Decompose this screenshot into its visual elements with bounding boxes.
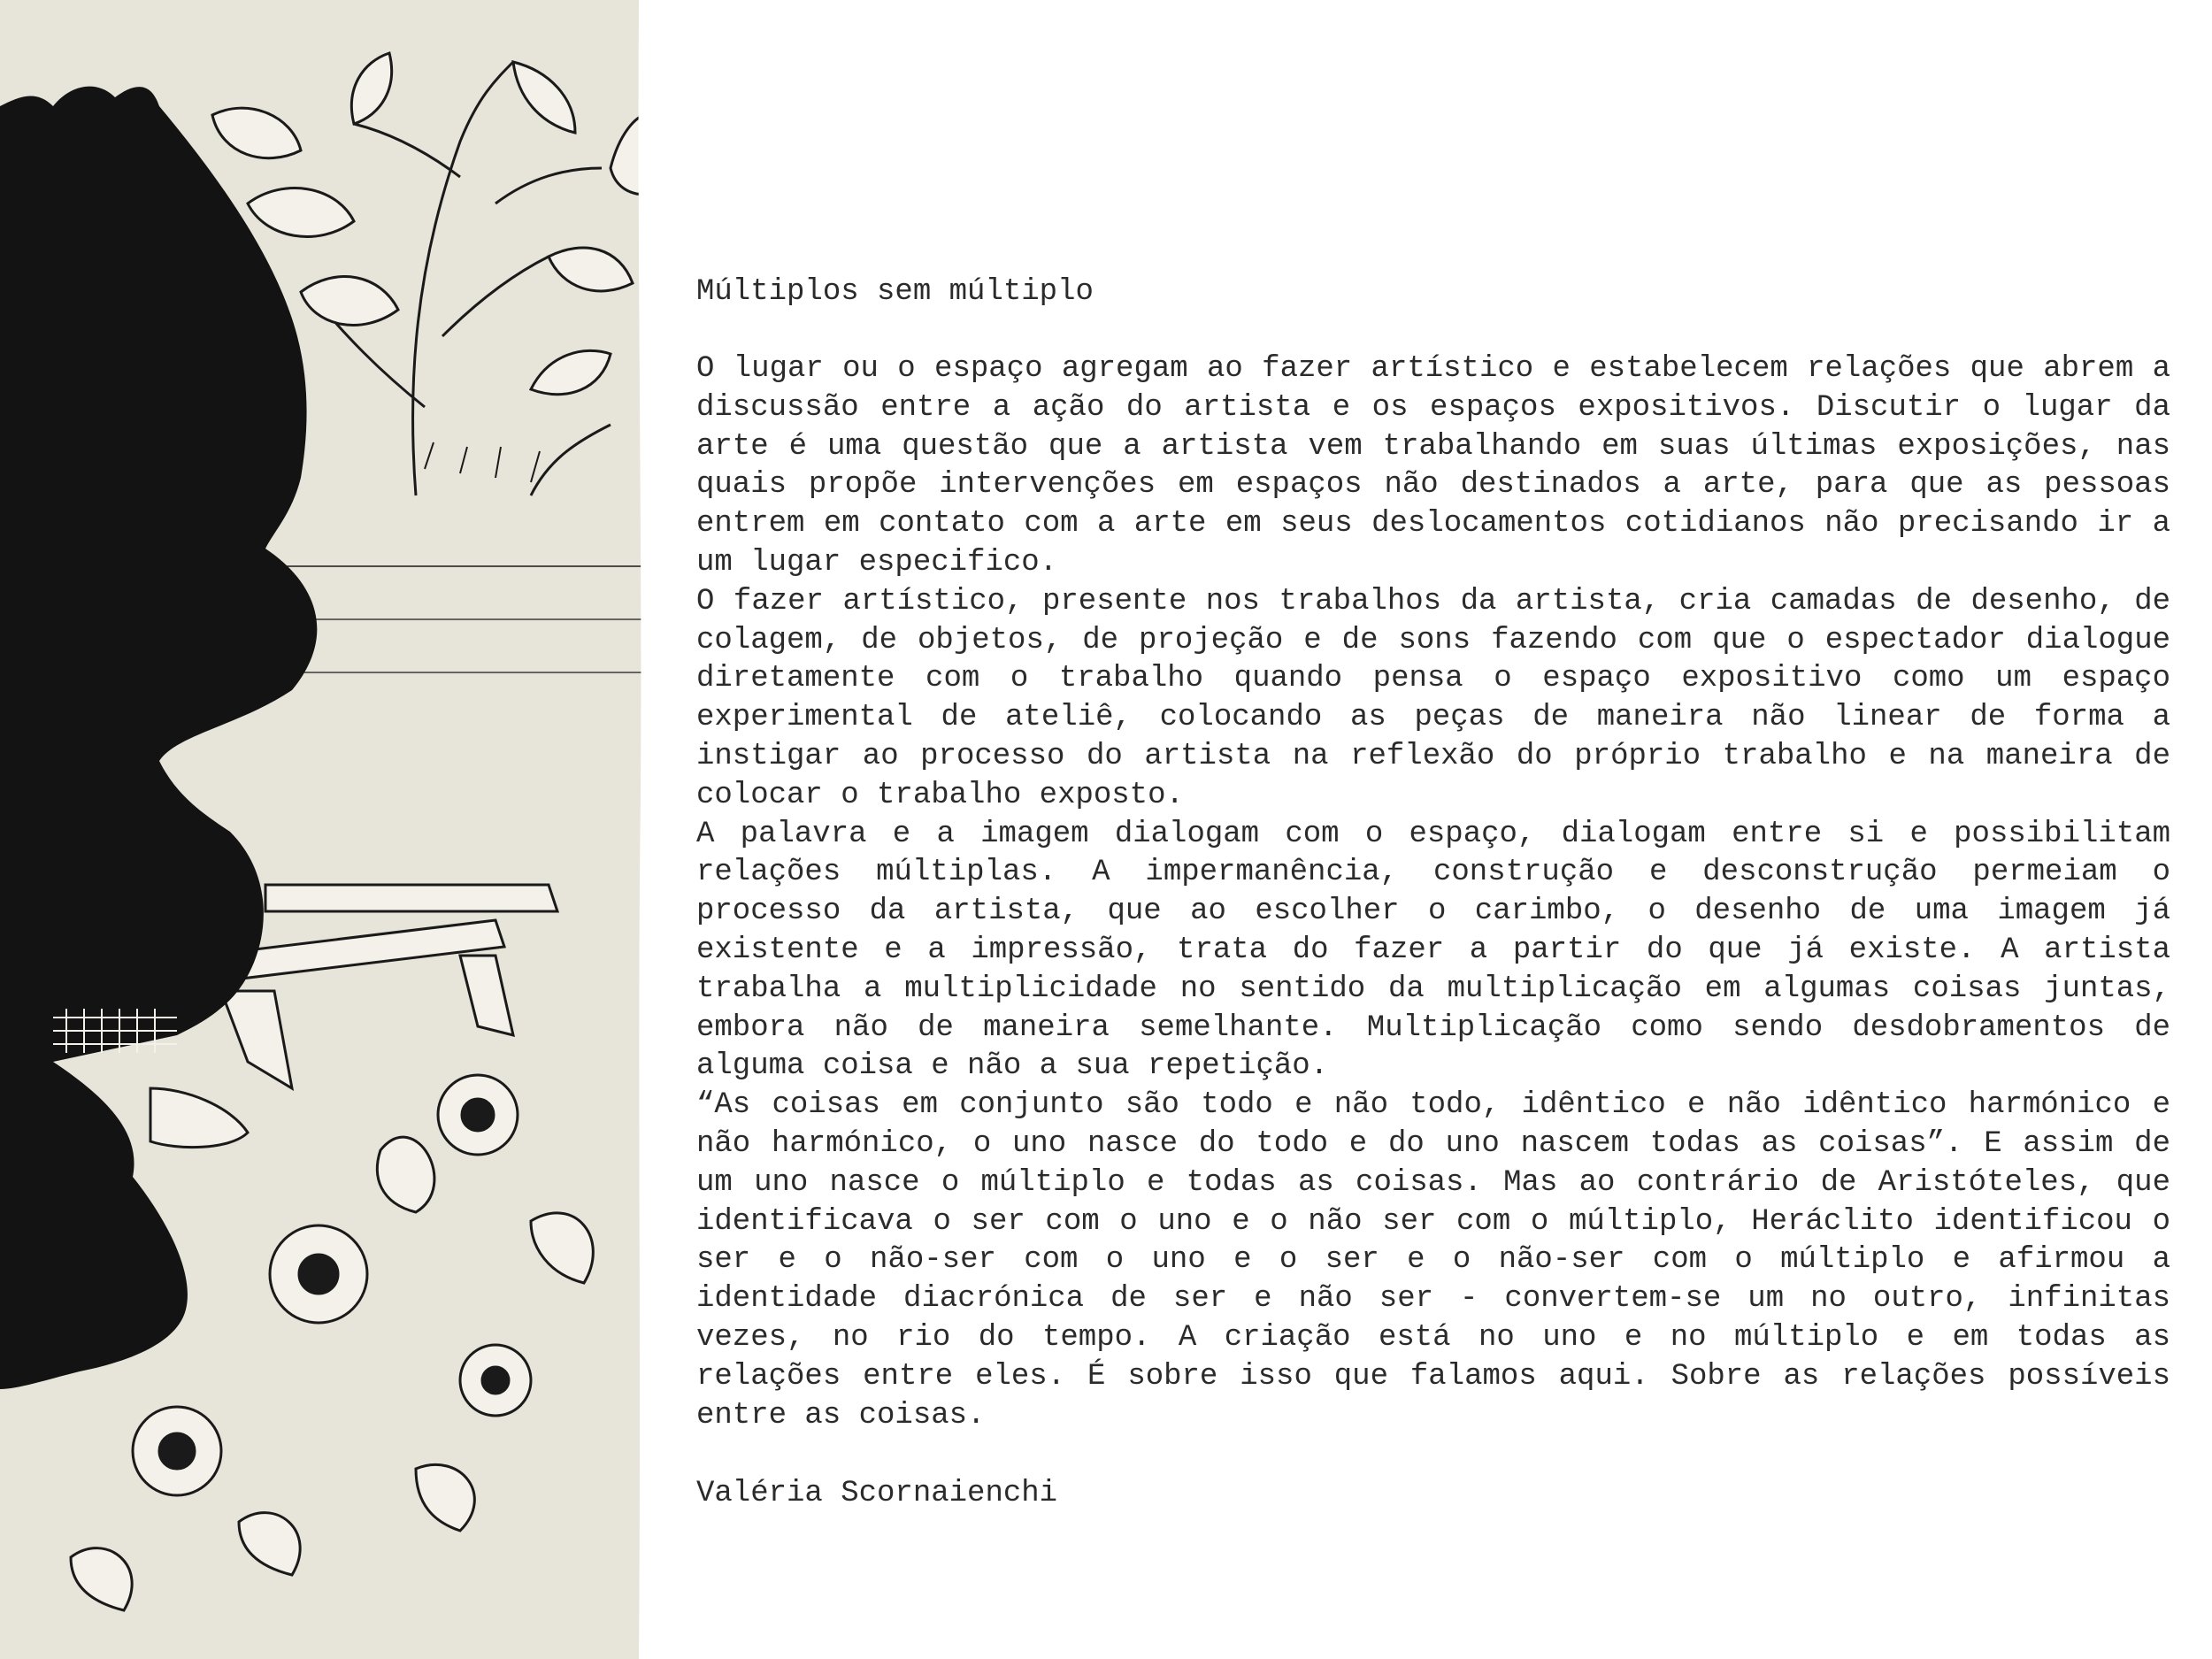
essay-text-column <box>696 273 2170 1513</box>
essay-body <box>696 350 2170 1435</box>
essay-paragraph-3: A palavra e a imagem dialogam com o espaço, dialogam entre si e possibilitam relações múltiplas. A impermanência, construção e desconstrução permeiam o processo da artista, que ao escolher o carimbo, o desenho de uma imagem já existente e a impressão, trata do fazer a partir do que já existe. A artista trabalha a multiplicidade no sentido da multiplicação em algumas coisas juntas, embora não de maneira semelhante. Multiplicação como sendo desdobramentos de alguma coisa e não a sua repetição. <box>696 817 2170 1084</box>
essay-title: Múltiplos sem múltiplo <box>696 275 1094 309</box>
essay-paragraph-4: “As coisas em conjunto são todo e não todo, idêntico e não idêntico harmónico e não harmónico, o uno nasce do todo e do uno nascem todas as coisas”. E assim de um uno nasce o múltiplo e todas as coisas. Mas ao contrário de Aristóteles, que identificava o ser com o uno e o não ser com o múltiplo, Heráclito identificou o ser e o não-ser com o uno e o ser e o não-ser com o múltiplo e afirmou a identidade diacrónica de ser e não ser - convertem-se um no outro, infinitas vezes, no rio do tempo. A criação está no uno e no múltiplo e em todas as relações entre eles. É sobre isso que falamos aqui. Sobre as relações possíveis entre as coisas. <box>696 1088 2170 1432</box>
essay-paragraph-2: O fazer artístico, presente nos trabalhos da artista, cria camadas de desenho, de colagem, de objetos, de projeção e de sons fazendo com que o espectador dialogue diretamente com o trabalho quando pensa o espaço expositivo como um espaço experimental de ateliê, colocando as peças de maneira não linear de forma a instigar ao processo do artista na reflexão do próprio trabalho e na maneira de colocar o trabalho exposto. <box>696 584 2170 812</box>
essay-paragraph-1: O lugar ou o espaço agregam ao fazer artístico e estabelecem relações que abrem a discussão entre a ação do artista e os espaços expositivos. Discutir o lugar da arte é uma questão que a artista vem trabalhando em suas últimas exposições, nas quais propõe intervenções em espaços não destinados a arte, para que as pessoas entrem em contato com a arte em seus deslocamentos cotidianos não precisando ir a um lugar especifico. <box>696 352 2170 580</box>
bear-silhouette-illustration-icon <box>0 0 646 1659</box>
illustration-panel <box>0 0 646 1659</box>
author-signature: Valéria Scornaienchi <box>696 1477 1058 1511</box>
